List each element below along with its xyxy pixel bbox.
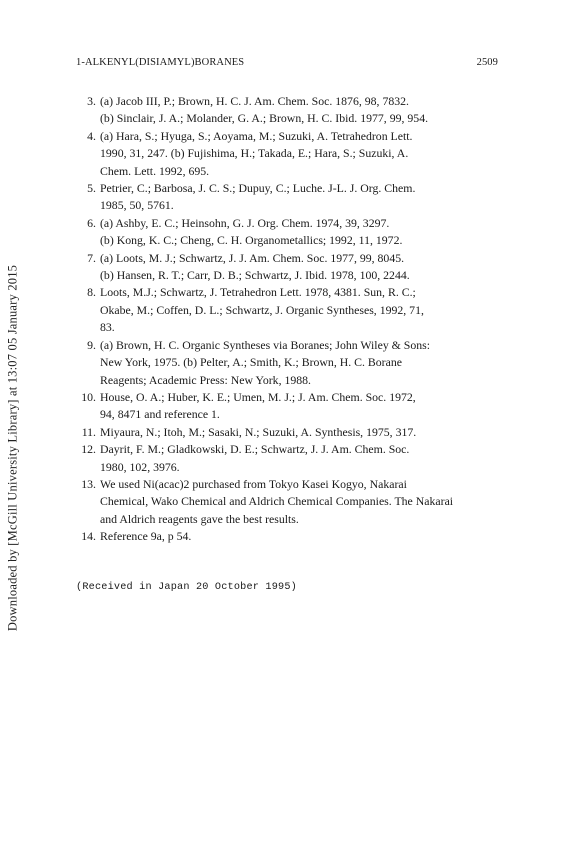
reference-number: 4.	[87, 128, 96, 143]
reference-item	[76, 93, 487, 128]
reference-item	[76, 389, 487, 424]
reference-line: 1985, 50, 5761.	[100, 198, 174, 213]
reference-number: 5.	[87, 181, 96, 196]
reference-line: Dayrit, F. M.; Gladkowski, D. E.; Schwartz, J. J. Am. Chem. Soc.	[100, 442, 410, 457]
reference-line: Petrier, C.; Barbosa, J. C. S.; Dupuy, C.; Luche. J-L. J. Org. Chem.	[100, 181, 416, 196]
reference-item	[76, 424, 487, 441]
reference-number: 7.	[87, 250, 96, 265]
reference-number: 10.	[81, 389, 96, 404]
reference-line: (b) Sinclair, J. A.; Molander, G. A.; Brown, H. C. Ibid. 1977, 99, 954.	[100, 111, 429, 126]
reference-line: (a) Hara, S.; Hyuga, S.; Aoyama, M.; Suzuki, A. Tetrahedron Lett.	[100, 128, 413, 143]
reference-line: We used Ni(acac)2 purchased from Tokyo Kasei Kogyo, Nakarai	[100, 476, 407, 491]
reference-line: Loots, M.J.; Schwartz, J. Tetrahedron Lett. 1978, 4381. Sun, R. C.;	[100, 285, 416, 300]
reference-line: Reagents; Academic Press: New York, 1988.	[100, 372, 312, 387]
reference-line: Okabe, M.; Coffen, D. L.; Schwartz, J. Organic Syntheses, 1992, 71,	[100, 302, 424, 317]
reference-number: 6.	[87, 215, 96, 230]
reference-item	[76, 128, 487, 180]
running-head-title: 1-ALKENYL(DISIAMYL)BORANES	[76, 57, 245, 68]
reference-number: 9.	[87, 337, 96, 352]
reference-number: 3.	[87, 94, 96, 108]
reference-item	[76, 476, 487, 528]
reference-line: and Aldrich reagents gave the best results.	[100, 511, 299, 526]
reference-line: (b) Kong, K. C.; Cheng, C. H. Organometallics; 1992, 11, 1972.	[100, 233, 403, 248]
reference-line: (a) Loots, M. J.; Schwartz, J. J. Am. Chem. Soc. 1977, 99, 8045.	[100, 250, 405, 265]
reference-number: 12.	[81, 442, 96, 457]
reference-number: 13.	[81, 476, 96, 491]
reference-line: (a) Brown, H. C. Organic Syntheses via Boranes; John Wiley & Sons:	[100, 337, 431, 352]
reference-line: (a) Jacob III, P.; Brown, H. C. J. Am. Chem. Soc. 1876, 98, 7832.	[100, 94, 409, 108]
received-note: (Received in Japan 20 October 1995)	[76, 582, 297, 593]
reference-number: 8.	[87, 285, 96, 300]
reference-line: 1980, 102, 3976.	[100, 459, 180, 474]
reference-line: Reference 9a, p 54.	[100, 529, 192, 544]
reference-item	[76, 441, 487, 476]
reference-line: Miyaura, N.; Itoh, M.; Sasaki, N.; Suzuki, A. Synthesis, 1975, 317.	[100, 424, 417, 439]
reference-line: House, O. A.; Huber, K. E.; Umen, M. J.; J. Am. Chem. Soc. 1972,	[100, 389, 416, 404]
reference-line: Chem. Lett. 1992, 695.	[100, 163, 210, 178]
reference-line: (a) Ashby, E. C.; Heinsohn, G. J. Org. Chem. 1974, 39, 3297.	[100, 215, 390, 230]
reference-line: (b) Hansen, R. T.; Carr, D. B.; Schwartz, J. Ibid. 1978, 100, 2244.	[100, 268, 410, 283]
reference-item	[76, 215, 487, 250]
reference-line: New York, 1975. (b) Pelter, A.; Smith, K.; Brown, H. C. Borane	[100, 355, 402, 370]
running-head	[76, 57, 498, 71]
reference-item	[76, 250, 487, 285]
page-number: 2509	[476, 57, 498, 68]
download-watermark: Downloaded by [McGill University Library] at 13:07 05 January 2015	[5, 264, 20, 632]
reference-number: 11.	[81, 424, 96, 439]
reference-item	[76, 180, 487, 215]
reference-line: 83.	[100, 320, 115, 335]
reference-line: 94, 8471 and reference 1.	[100, 407, 220, 422]
reference-item	[76, 284, 487, 336]
reference-item	[76, 337, 487, 389]
reference-item	[76, 528, 487, 545]
reference-list	[76, 93, 487, 546]
reference-line: Chemical, Wako Chemical and Aldrich Chemical Companies. The Nakarai	[100, 494, 454, 509]
reference-line: 1990, 31, 247. (b) Fujishima, H.; Takada, E.; Hara, S.; Suzuki, A.	[100, 146, 409, 161]
reference-number: 14.	[81, 529, 96, 544]
